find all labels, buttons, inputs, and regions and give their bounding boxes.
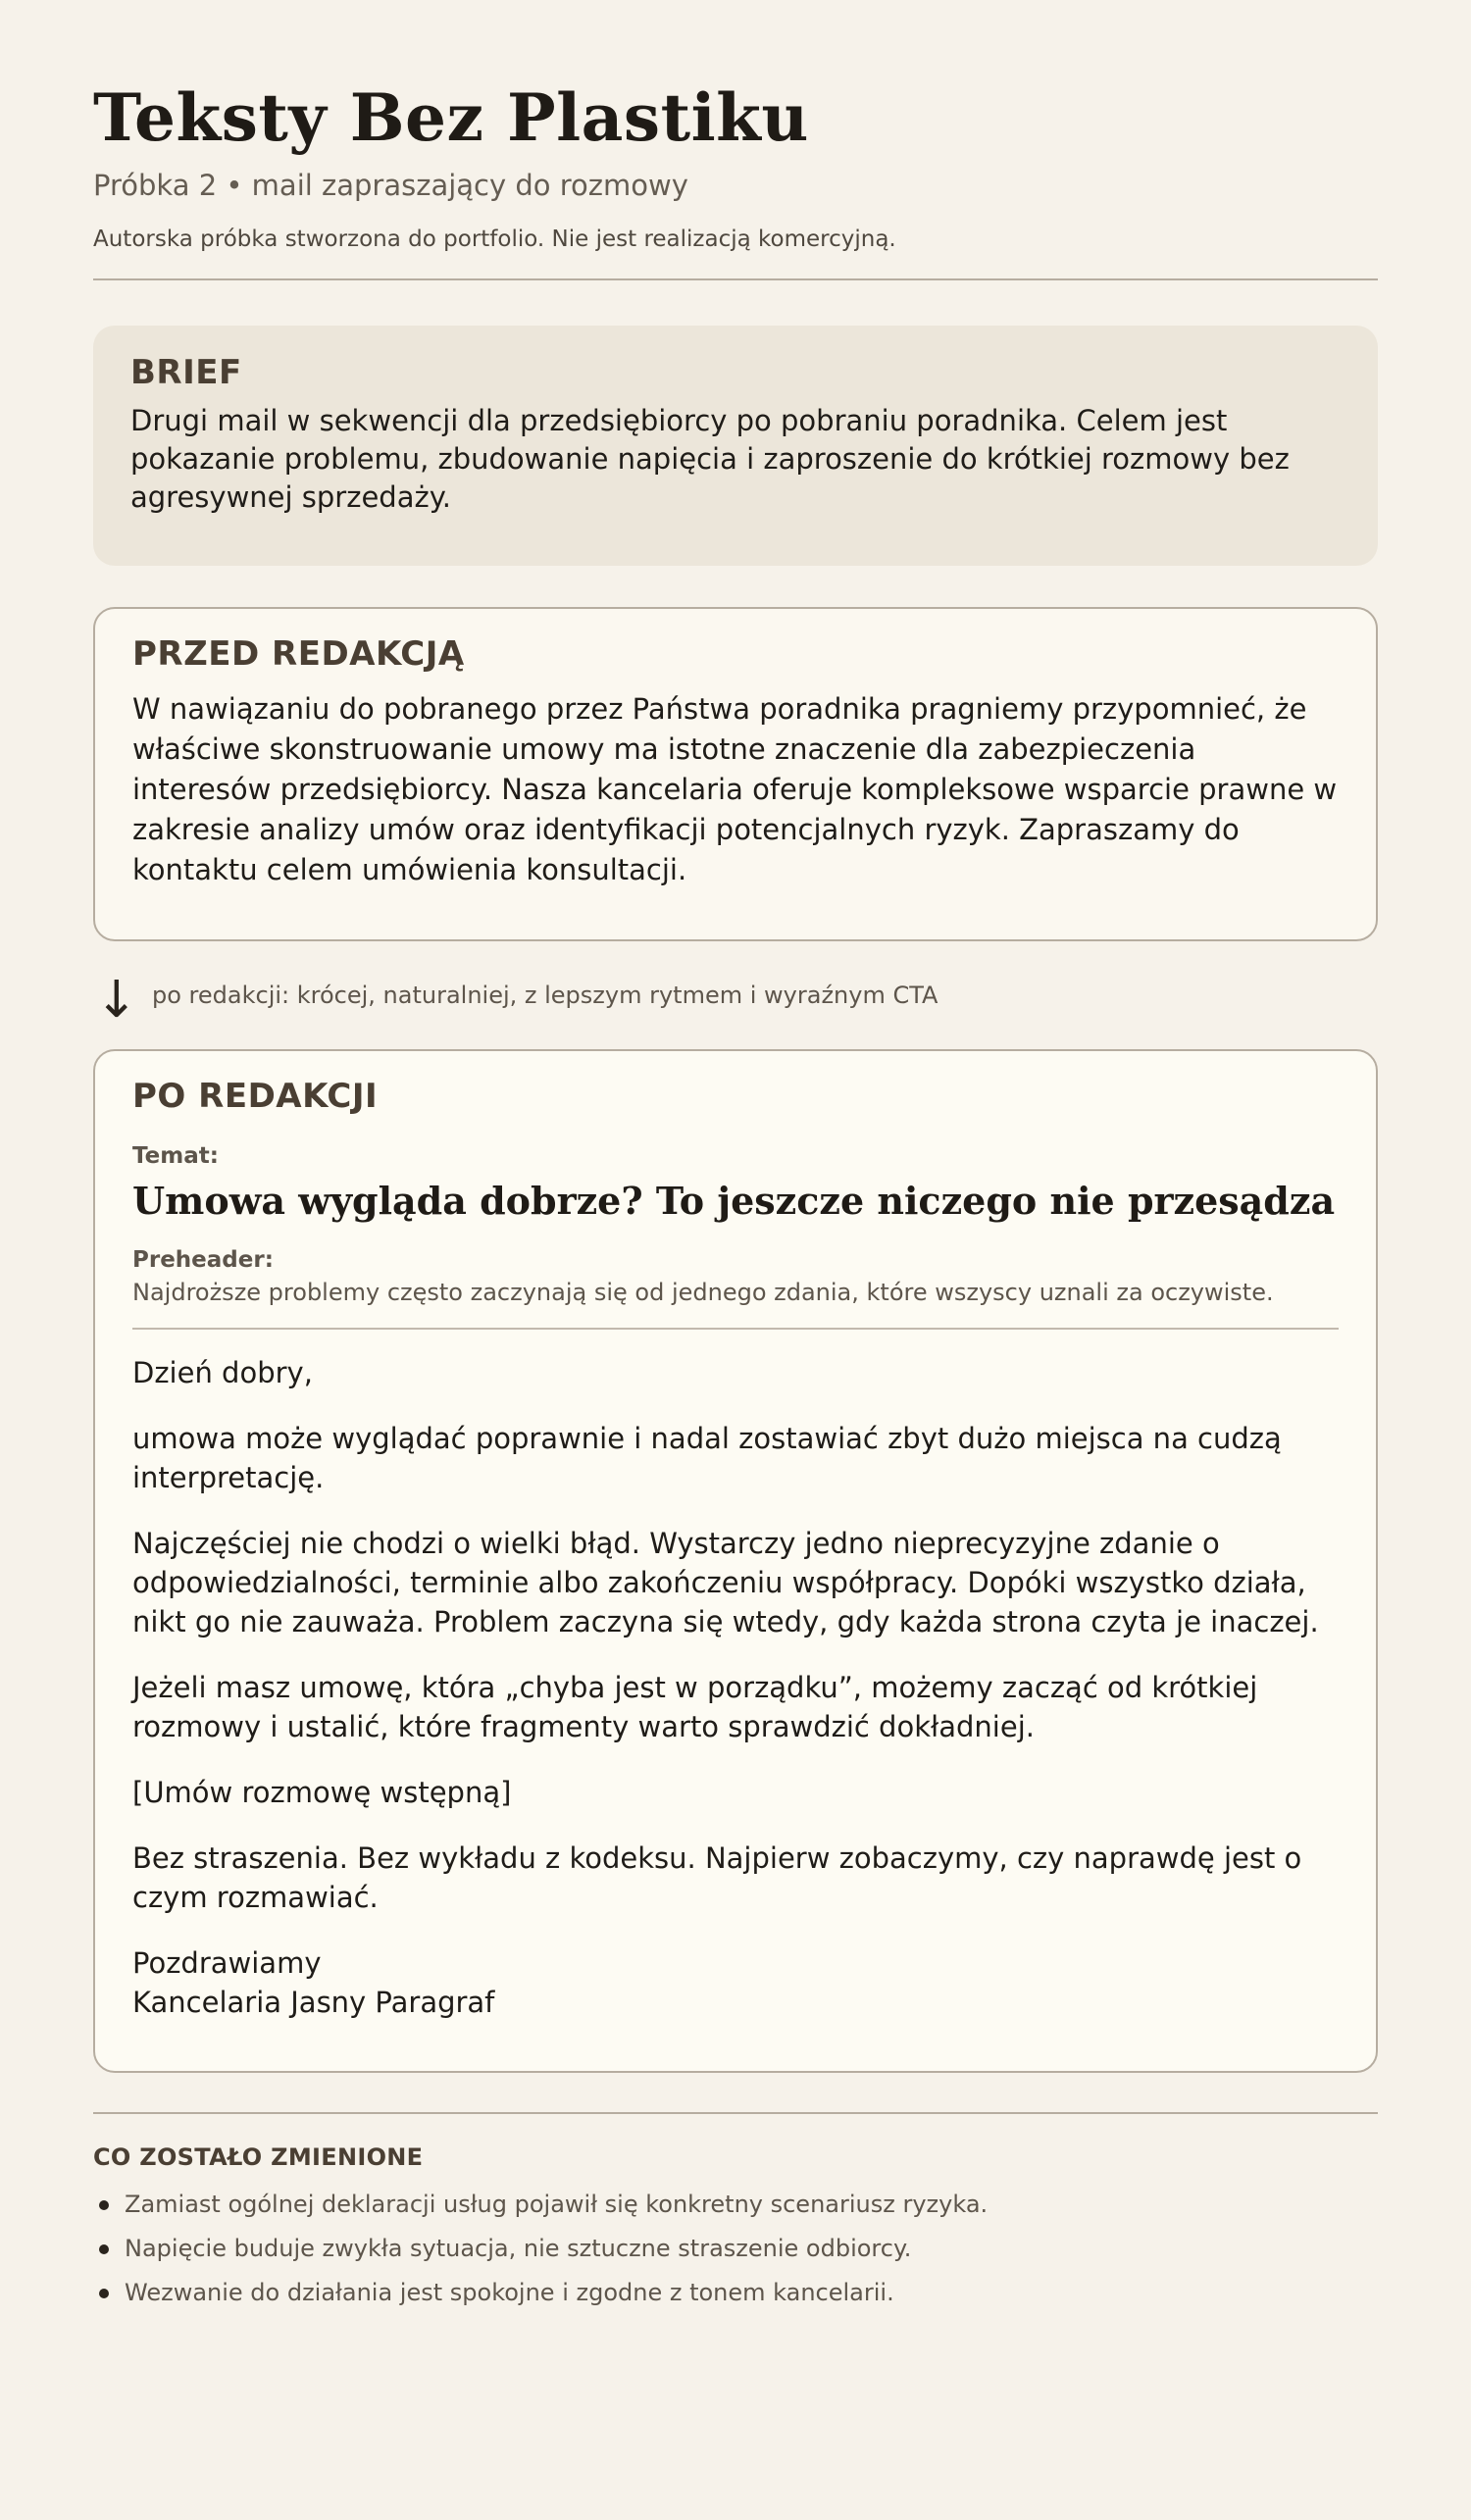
bullet-icon xyxy=(99,2200,109,2210)
portfolio-disclaimer: Autorska próbka stworzona do portfolio. Nie jest realizacją komercyjną. xyxy=(93,227,896,252)
bullet-icon xyxy=(99,2244,109,2254)
brief-section xyxy=(93,326,1378,566)
email-subject: Umowa wygląda dobrze? To jeszcze niczego nie przesądza xyxy=(132,1179,1336,1223)
email-paragraph-4: Bez straszenia. Bez wykładu z kodeksu. Najpierw zobaczymy, czy naprawdę jest o czym rozmawiać. xyxy=(132,1841,1302,1914)
email-preheader: Najdroższe problemy często zaczynają się od jednego zdania, które wszyscy uznali za oczywiste. xyxy=(132,1279,1274,1306)
brief-heading: BRIEF xyxy=(130,353,242,392)
page-subtitle: Próbka 2 • mail zapraszający do rozmowy xyxy=(93,169,688,202)
email-signature-block xyxy=(132,1943,1339,2022)
transition-row xyxy=(93,971,1378,1030)
changes-section xyxy=(93,2142,1378,2315)
email-divider xyxy=(132,1328,1339,1330)
change-text: Zamiast ogólnej deklaracji usług pojawił się konkretny scenariusz ryzyka. xyxy=(125,2191,989,2218)
list-item xyxy=(93,2271,1378,2315)
after-edit-card xyxy=(93,1049,1378,2073)
before-edit-heading: PRZED REDAKCJĄ xyxy=(132,634,465,674)
cta-placeholder: [Umów rozmowę wstępną] xyxy=(132,1776,512,1809)
changes-divider xyxy=(93,2112,1378,2114)
after-edit-heading: PO REDAKCJI xyxy=(132,1077,379,1116)
email-paragraph-3: Jeżeli masz umowę, która „chyba jest w porządku”, możemy zacząć od krótkiej rozmowy i ustalić, które fragmenty warto sprawdzić dokładniej. xyxy=(132,1671,1258,1743)
email-signoff: Pozdrawiamy xyxy=(132,1946,322,1980)
email-greeting: Dzień dobry, xyxy=(132,1356,313,1389)
arrow-down-icon: ↓ xyxy=(95,971,138,1030)
email-paragraph-1: umowa może wyglądać poprawnie i nadal zostawiać zbyt dużo miejsca na cudzą interpretację. xyxy=(132,1422,1282,1494)
bullet-icon xyxy=(99,2289,109,2298)
before-edit-card xyxy=(93,607,1378,941)
preheader-label: Preheader: xyxy=(132,1247,274,1273)
list-item xyxy=(93,2227,1378,2271)
transition-note: po redakcji: krócej, naturalniej, z lepszym rytmem i wyraźnym CTA xyxy=(152,982,938,1009)
brief-text: Drugi mail w sekwencji dla przedsiębiorcy po pobraniu poradnika. Celem jest pokazanie problemu, zbudowanie napięcia i zaproszenie do krótkiej rozmowy bez agresywnej sprzedaży. xyxy=(130,404,1290,514)
email-signature: Kancelaria Jasny Paragraf xyxy=(132,1986,495,2019)
changes-heading: CO ZOSTAŁO ZMIENIONE xyxy=(93,2143,424,2171)
header-divider xyxy=(93,278,1378,280)
list-item xyxy=(93,2183,1378,2227)
change-text: Napięcie buduje zwykła sytuacja, nie sztuczne straszenie odbiorcy. xyxy=(125,2235,912,2262)
before-edit-text: W nawiązaniu do pobranego przez Państwa poradnika pragniemy przypomnieć, że właściwe skonstruowanie umowy ma istotne znaczenie dla zabezpieczenia interesów przedsiębiorcy. Nasza kancelaria oferuje kompleksowe wsparcie prawne w zakresie analizy umów oraz identyfikacji potencjalnych ryzyk. Zapraszamy do kontaktu celem umówienia konsultacji. xyxy=(132,692,1338,886)
changes-list xyxy=(93,2183,1378,2315)
change-text: Wezwanie do działania jest spokojne i zgodne z tonem kancelarii. xyxy=(125,2279,894,2306)
page-title: Teksty Bez Plastiku xyxy=(93,79,809,156)
email-body xyxy=(132,1353,1339,2022)
subject-label: Temat: xyxy=(132,1143,219,1169)
email-paragraph-2: Najczęściej nie chodzi o wielki błąd. Wystarczy jedno nieprecyzyjne zdanie o odpowiedzialności, terminie albo zakończeniu współpracy. Dopóki wszystko działa, nikt go nie zauważa. Problem zaczyna się wtedy, gdy każda strona czyta je inaczej. xyxy=(132,1527,1319,1638)
